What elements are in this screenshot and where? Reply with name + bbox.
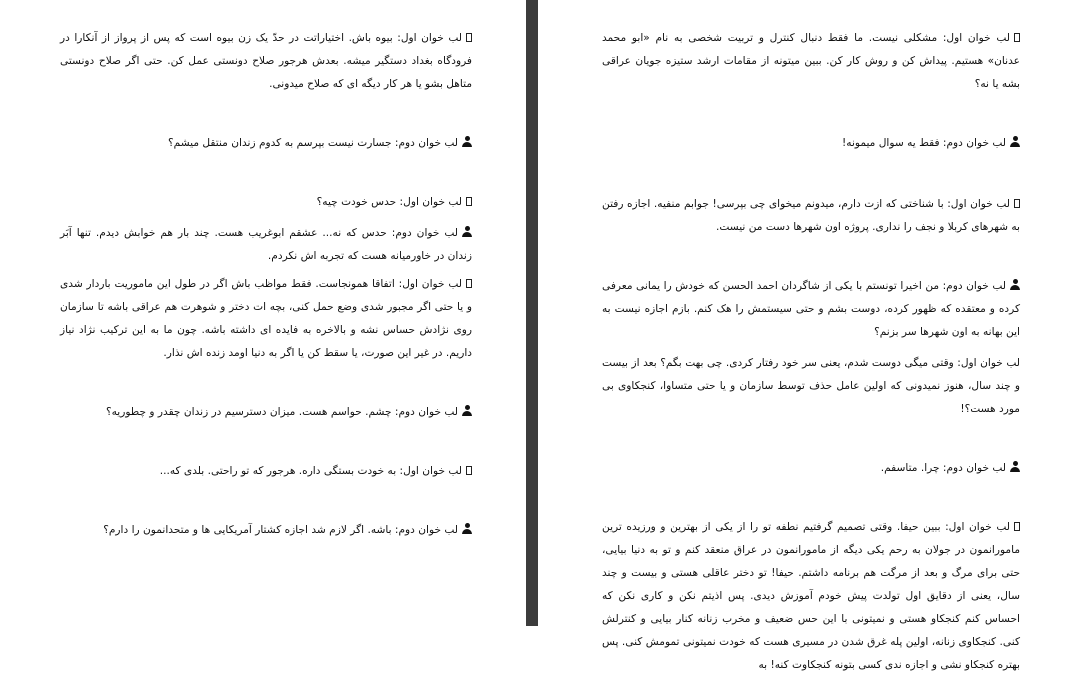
person-icon (462, 226, 472, 237)
dialogue-paragraph: لب خوان اول: ببین حیفا. وقتی تصمیم گرفتیم نطفه تو را از یکی از بهترین و ورزیده ترین مامورانمون در جولان به رحم یکی دیگه از مامورانمون در عراق منعقد کنم و تو به دنیا بیایی، حتی برای مرگ و بعد از مرگت هم برنامه داشتم. حیفا! تو دختر عاقلی هستی و بیست و چند سال، یعنی از دقایق اول تولدت پیش خودم آموزش دیدی. پس اذیتم نکن و کاری نکن که احساس کنم کنجکاو هستی و نمیتونی با این حس ضعیف و مخرب زنانه کنار بیایی و کنترلش کنی. کنجکاوی زنانه، اولین پله غرق شدن در مسیری هست که خودت نمیتونی تمومش کنی. پس بهتره کنجکاو نشی و اجازه ندی کسی بتونه کنجکاوت کنه! به (602, 521, 1020, 671)
box-symbol-icon (466, 466, 472, 475)
right-page (538, 0, 1074, 671)
dialogue-paragraph: لب خوان اول: مشکلی نیست. ما فقط دنبال کنترل و تربیت شخصی به نام «ابو محمد عدنان» هستیم. پیداش کن و روش کار کن. ببین میتونه از مقامات ارشد ستیزه جویان عراقی بشه یا نه؟ (602, 32, 1020, 90)
page-divider (526, 0, 538, 626)
person-icon (1010, 461, 1020, 472)
dialogue-paragraph: لب خوان دوم: چشم. حواسم هست. میزان دسترسیم در زندان چقدر و چطوریه؟ (60, 401, 472, 424)
box-symbol-icon (1014, 522, 1020, 531)
dialogue-paragraph: لب خوان اول: حدس خودت چیه؟ (60, 191, 472, 214)
person-icon (462, 523, 472, 534)
person-icon (462, 136, 472, 147)
dialogue-paragraph: لب خوان اول: وقتی میگی دوست شدم، یعنی سر خود رفتار کردی. چی بهت بگم؟ بعد از بیست و چند سال، هنوز نمیدونی که اولین عامل حذف توسط سازمان و یا حتی متساوا، کنجکاوی بی مورد هست؟! (602, 357, 1020, 415)
person-icon (1010, 136, 1020, 147)
dialogue-paragraph: لب خوان دوم: چرا. متاسفم. (602, 457, 1020, 480)
dialogue-paragraph: لب خوان اول: به خودت بستگی داره. هرجور که تو راحتی. بلدی که... (60, 460, 472, 483)
dialogue-paragraph: لب خوان اول: اتفاقا همونجاست. فقط مواظب باش اگر در طول این ماموریت باردار شدی و یا حتی اگر مجبور شدی وضع حمل کنی، بچه ات دختر و شوهرت هم عراقی باشه تا سازمان روی نژادش حساس نشه و بالاخره به فایده ای داشته باشه. چون ما به این ترکیب نژاد نیاز داریم. در غیر این صورت، یا سقط کن یا اگر به دنیا اومد زنده اش نذار. (60, 278, 472, 359)
box-symbol-icon (1014, 199, 1020, 208)
dialogue-paragraph: لب خوان دوم: جسارت نیست بپرسم به کدوم زندان منتقل میشم؟ (60, 132, 472, 155)
box-symbol-icon (1014, 33, 1020, 42)
dialogue-paragraph: لب خوان اول: با شناختی که ازت دارم، میدونم میخوای چی بپرسی! جوابم منفیه. اجازه رفتن به شهرهای کربلا و نجف را نداری. پروژه اون شهرها دست من نیست. (602, 198, 1020, 233)
dialogue-paragraph: لب خوان دوم: باشه. اگر لازم شد اجازه کشتار آمریکایی ها و متحدانمون را دارم؟ (60, 519, 472, 542)
box-symbol-icon (466, 197, 472, 206)
left-page (0, 0, 526, 626)
box-symbol-icon (466, 279, 472, 288)
dialogue-paragraph: لب خوان اول: بیوه باش. اختیاراتت در حدّ یک زن بیوه است که پس از پرواز از آنکارا در فرودگاه بغداد دستگیر میشه. بعدش هرجور صلاح دونستی عمل کن. حتی اگر صلاح دونستی متاهل بشو یا هر کار دیگه ای که صلاح میدونی. (60, 32, 472, 90)
dialogue-paragraph: لب خوان دوم: فقط یه سوال میمونه! (602, 132, 1020, 155)
box-symbol-icon (466, 33, 472, 42)
dialogue-paragraph: لب خوان دوم: حدس که نه... عشقم ابوغریب هست. چند بار هم خوابش دیدم. تنها آبَر زندان در خاورمیانه هست که تجربه اش نکردم. (60, 227, 472, 262)
person-icon (1010, 279, 1020, 290)
person-icon (462, 405, 472, 416)
dialogue-paragraph: لب خوان دوم: من اخیرا تونستم با یکی از شاگردان احمد الحسن که خودش را یمانی معرفی کرده و معتقده که ظهور کرده، دوست بشم و حتی سیستمش را هک کنم. بازم اجازه نیست به این بهانه به اون شهرها سر بزنم؟ (602, 280, 1020, 338)
